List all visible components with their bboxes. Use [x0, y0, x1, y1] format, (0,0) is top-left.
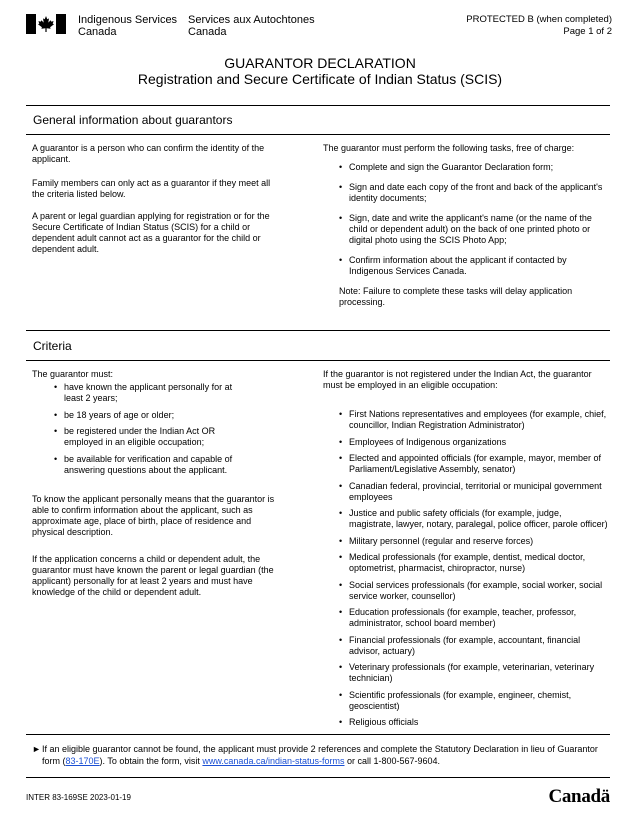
general-paragraph: A guarantor is a person who can confirm the identity of the applicant. — [32, 143, 265, 164]
divider — [26, 330, 610, 331]
occupation-intro: If the guarantor is not registered under the Indian Act, the guarantor must be employed in an eligible occupation: — [323, 369, 592, 390]
divider — [26, 734, 610, 735]
section-heading-criteria: Criteria — [33, 339, 72, 353]
list-item: • Elected and appointed officials (for example, mayor, member of Parliament/Legislative Assembly, senator) — [323, 453, 608, 475]
dept-fr-line2: Canada — [188, 26, 227, 38]
criteria-paragraph: If the application concerns a child or dependent adult, the guarantor must have known the parent or legal guardian (the applicant) personally for at least 2 years and must have knowledge of the child or dependent adult. — [32, 553, 274, 597]
divider — [26, 134, 610, 135]
list-item: • First Nations representatives and employees (for example, chief, councillor, Indian Registration Administrator) — [323, 409, 608, 431]
list-item: • Military personnel (regular and reserve forces) — [323, 536, 608, 547]
list-item: • be registered under the Indian Act OR employed in an eligible occupation; — [38, 426, 252, 448]
dept-en-line2: Canada — [78, 26, 117, 38]
criteria-left-column — [32, 369, 282, 609]
document-title — [0, 55, 640, 87]
canada-flag-icon — [26, 14, 66, 34]
title-line1: GUARANTOR DECLARATION — [224, 55, 416, 71]
list-item: • Medical professionals (for example, dentist, medical doctor, optometrist, pharmacist, chiropractor, nurse) — [323, 552, 608, 574]
indian-status-forms-link[interactable]: www.canada.ca/indian-status-forms — [202, 756, 345, 766]
list-item: • have known the applicant personally for at least 2 years; — [38, 382, 252, 404]
list-item: • Sign and date each copy of the front and back of the applicant's identity documents; — [323, 182, 605, 204]
criteria-paragraph: To know the applicant personally means that the guarantor is able to confirm information about the applicant, such as approximate age, place of birth, place of residence and physical description. — [32, 493, 275, 537]
general-right-column — [323, 143, 605, 319]
criteria-intro: The guarantor must: — [32, 369, 114, 379]
page-header — [0, 0, 640, 50]
list-item: • Confirm information about the applicant if contacted by Indigenous Services Canada. — [323, 255, 605, 277]
title-line2: Registration and Secure Certificate of Indian Status (SCIS) — [137, 71, 503, 87]
list-item: • Veterinary professionals (for example, veterinarian, veterinary technician) — [323, 662, 608, 684]
list-item: • be 18 years of age or older; — [38, 410, 252, 421]
divider — [26, 360, 610, 361]
list-item: • Financial professionals (for example, accountant, financial advisor, actuary) — [323, 635, 608, 657]
criteria-list — [32, 382, 252, 476]
protected-label — [466, 14, 612, 38]
list-item: • be available for verification and capable of answering questions about the applicant. — [38, 454, 252, 476]
criteria-right-column — [323, 369, 608, 734]
form-83-170e-link[interactable]: 83-170E — [65, 756, 100, 766]
arrow-right-icon: ► — [32, 744, 41, 754]
list-item: • Complete and sign the Guarantor Declaration form; — [323, 162, 605, 173]
dept-en-line1: Indigenous Services — [78, 14, 178, 26]
protected-status: PROTECTED B (when completed) — [466, 14, 612, 25]
section-heading-general: General information about guarantors — [33, 113, 233, 127]
list-item: • Education professionals (for example, teacher, professor, administrator, school board member) — [323, 607, 608, 629]
tasks-list — [323, 162, 605, 277]
note-text: If an eligible guarantor cannot be found, the applicant must provide 2 references and complete the Statutory Declaration in lieu of Guarantor form (83-170E). To obtain the form, visit www.canada.ca/indian-status-forms or call 1-800-567-9604. — [42, 744, 598, 766]
general-paragraph: A parent or legal guardian applying for registration or for the Secure Certificate of Indian Status (SCIS) for a child or dependent adult cannot act as a guarantor for the child or dependent adult. — [32, 211, 270, 254]
form-code: INTER 83-169SE 2023-01-19 — [26, 793, 131, 802]
department-name-french — [188, 14, 315, 38]
list-item: • Canadian federal, provincial, territorial or municipal government employees — [323, 481, 608, 503]
divider — [26, 105, 610, 106]
page-number: Page 1 of 2 — [563, 26, 612, 37]
list-item: • Social services professionals (for example, social worker, social service worker, counsellor) — [323, 580, 608, 602]
dept-fr-line1: Services aux Autochtones — [188, 14, 315, 26]
tasks-intro: The guarantor must perform the following tasks, free of charge: — [323, 143, 575, 153]
tasks-note: Note: Failure to complete these tasks will delay application processing. — [339, 286, 573, 307]
general-left-column — [32, 143, 282, 266]
occupation-list — [323, 409, 608, 728]
list-item: • Sign, date and write the applicant's name (or the name of the child or dependent adult) on the back of one printed photo or digital photo using the SCIS Photo App; — [323, 213, 605, 246]
list-item: • Employees of Indigenous organizations — [323, 437, 608, 448]
list-item: • Religious officials — [323, 717, 608, 728]
department-name-english — [78, 14, 177, 38]
canada-wordmark: Canadä — [548, 786, 610, 807]
general-paragraph: Family members can only act as a guarantor if they meet all the criteria listed below. — [32, 178, 271, 199]
list-item: • Scientific professionals (for example, engineer, chemist, geoscientist) — [323, 690, 608, 712]
list-item: • Justice and public safety officials (for example, judge, magistrate, lawyer, notary, paralegal, police officer, parole officer) — [323, 508, 608, 530]
alternative-guarantor-note — [32, 743, 602, 767]
divider — [26, 777, 610, 778]
